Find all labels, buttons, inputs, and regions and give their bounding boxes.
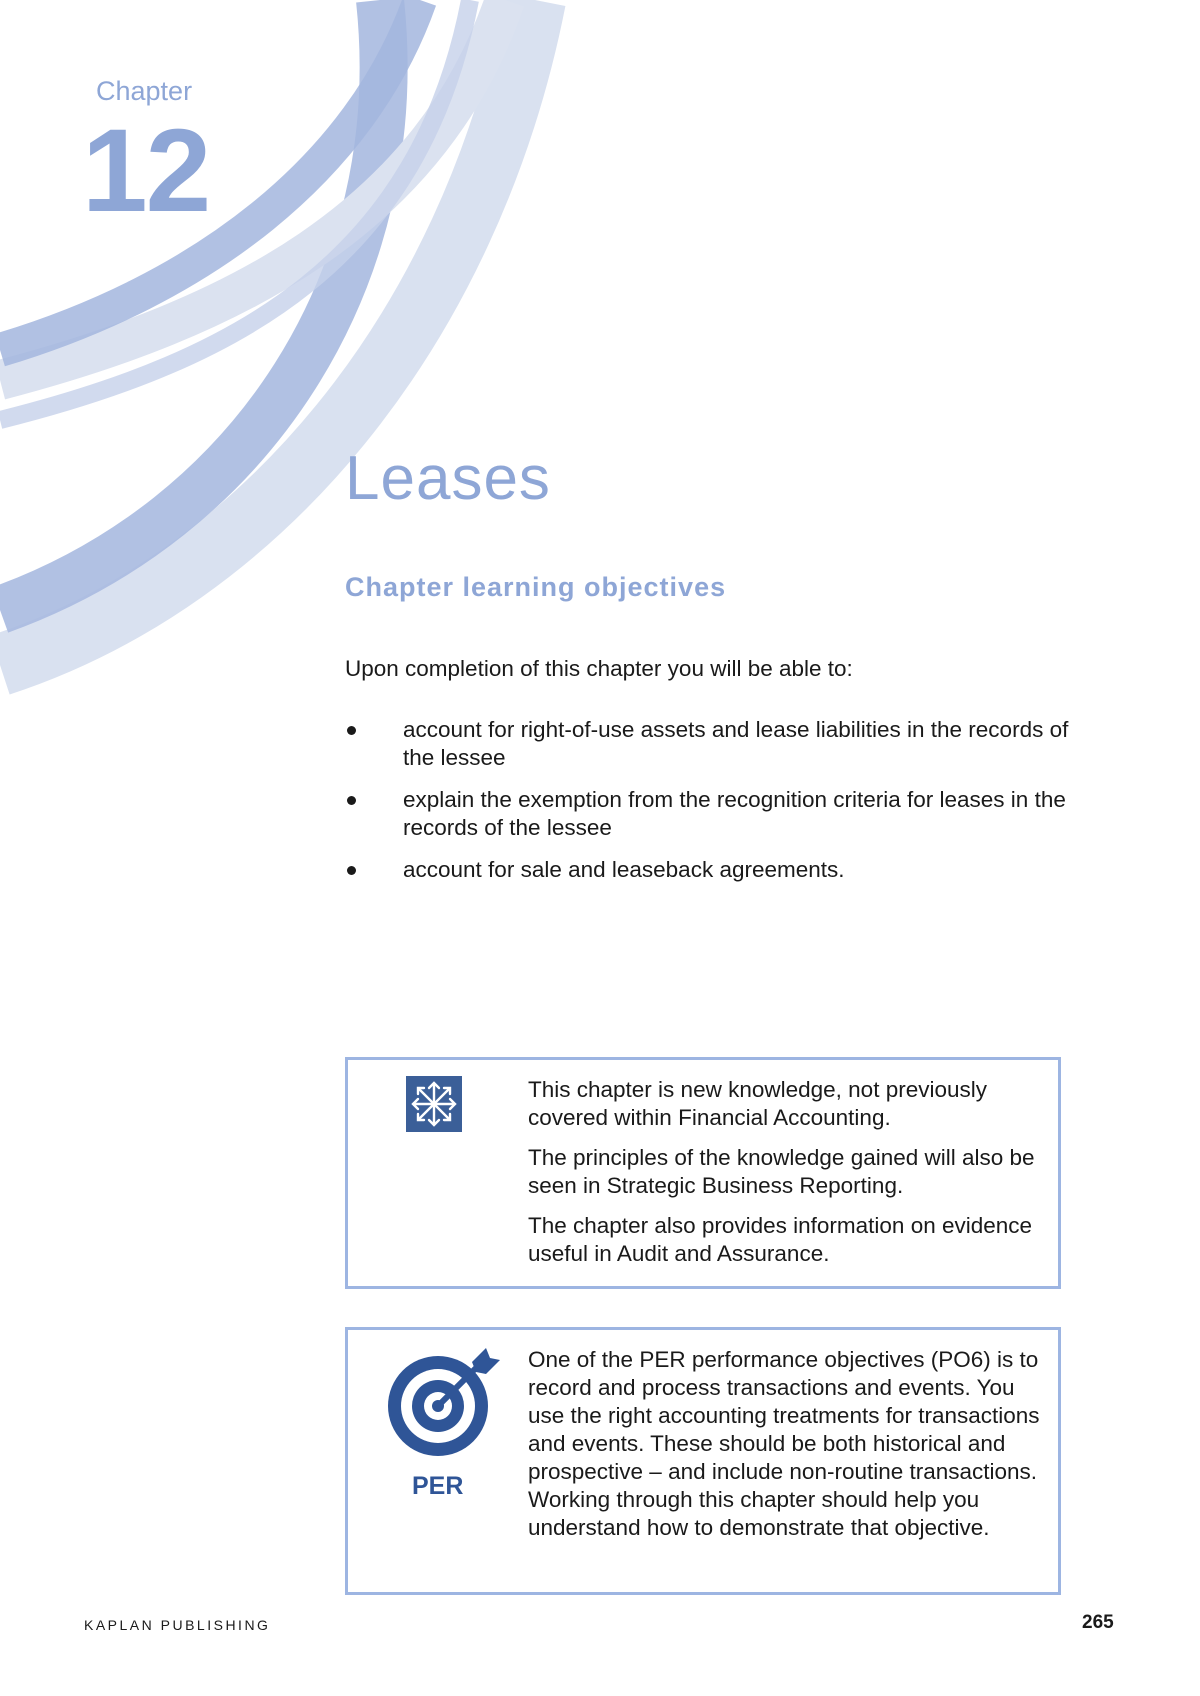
objective-item	[345, 786, 1075, 842]
bullet-icon	[347, 796, 356, 805]
objective-item	[345, 716, 1075, 772]
knowledge-paragraph: The principles of the knowledge gained will also be seen in Strategic Business Reporting.	[528, 1145, 1035, 1198]
objective-text: account for right-of-use assets and lease liabilities in the records of the lessee	[403, 717, 1069, 770]
objectives-heading: Chapter learning objectives	[345, 572, 727, 602]
knowledge-paragraph: The chapter also provides information on evidence useful in Audit and Assurance.	[528, 1213, 1033, 1266]
knowledge-paragraph: This chapter is new knowledge, not previously covered within Financial Accounting.	[528, 1077, 987, 1130]
objectives-list	[345, 716, 1075, 898]
chapter-number: 12	[82, 105, 210, 237]
objectives-intro: Upon completion of this chapter you will be able to:	[345, 656, 853, 681]
bullet-icon	[347, 726, 356, 735]
per-box-text	[528, 1346, 1040, 1554]
page-title: Leases	[345, 444, 551, 513]
per-label: PER	[412, 1472, 464, 1500]
footer-publisher: KAPLAN PUBLISHING	[84, 1617, 271, 1633]
objective-text: account for sale and leaseback agreements.	[403, 857, 845, 882]
bullet-icon	[347, 866, 356, 875]
per-paragraph: One of the PER performance objectives (PO6) is to record and process transactions and events. You use the right accounting treatments for transactions and events. These should be both historical and prospective – and include non-routine transactions. Working through this chapter should help you understand how to demonstrate that objective.	[528, 1347, 1040, 1540]
knowledge-box	[345, 1057, 1061, 1289]
expand-arrows-icon	[406, 1076, 462, 1132]
target-arrow-icon	[384, 1344, 502, 1462]
per-box	[345, 1327, 1061, 1595]
objective-item	[345, 856, 1075, 884]
page-number: 265	[1082, 1612, 1114, 1633]
chapter-label: Chapter	[96, 76, 193, 106]
knowledge-box-text	[528, 1076, 1040, 1280]
objective-text: explain the exemption from the recognition criteria for leases in the records of the lessee	[403, 787, 1066, 840]
